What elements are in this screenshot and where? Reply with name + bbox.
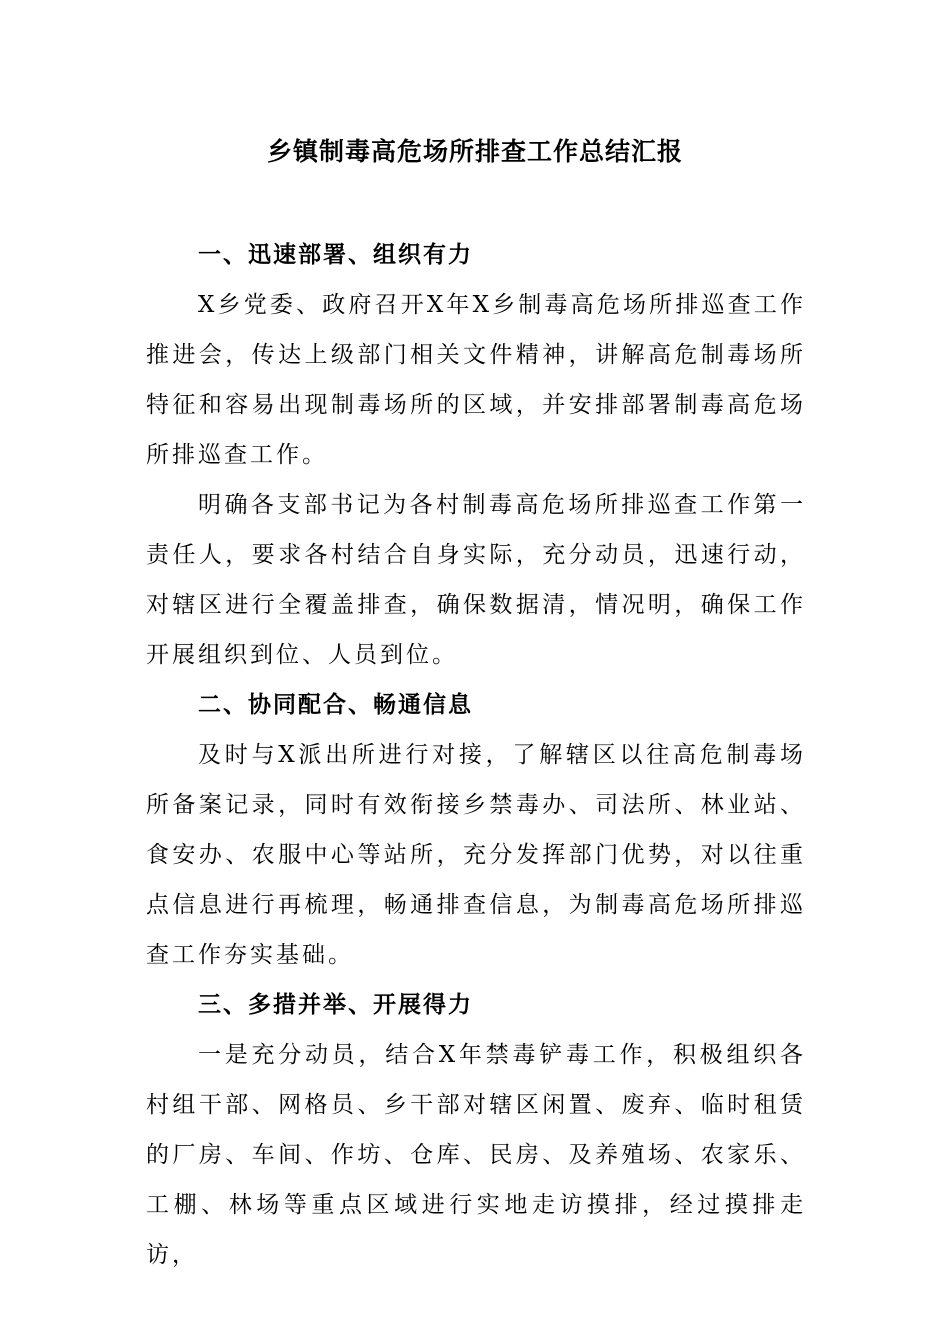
document-title: 乡镇制毒高危场所排查工作总结汇报	[266, 137, 683, 166]
section-heading-3: 三、多措并举、开展得力	[198, 992, 473, 1018]
paragraph: 及时与X派出所进行对接，了解辖区以往高危制毒场所备案记录，同时有效衔接乡禁毒办、司法所、林业站、食安办、农服中心等站所，充分发挥部门优势，对以往重点信息进行再梳理，畅通排查信息，为制毒高危场所排巡查工作夯实基础。	[146, 742, 806, 968]
section-heading-1: 一、迅速部署、组织有力	[198, 242, 473, 268]
paragraph: 一是充分动员，结合X年禁毒铲毒工作，积极组织各村组干部、网格员、乡干部对辖区闲置、废弃、临时租赁的厂房、车间、作坊、仓库、民房、及养殖场、农家乐、工棚、林场等重点区域进行实地走访摸排，经过摸排走访，	[146, 1042, 806, 1268]
section-heading-2: 二、协同配合、畅通信息	[198, 692, 473, 718]
paragraph: 明确各支部书记为各村制毒高危场所排巡查工作第一责任人，要求各村结合自身实际，充分动员，迅速行动，对辖区进行全覆盖排查，确保数据清，情况明，确保工作开展组织到位、人员到位。	[146, 492, 806, 668]
document-body	[146, 230, 806, 1280]
paragraph: X乡党委、政府召开X年X乡制毒高危场所排巡查工作推进会，传达上级部门相关文件精神，讲解高危制毒场所特征和容易出现制毒场所的区域，并安排部署制毒高危场所排巡查工作。	[146, 292, 806, 468]
